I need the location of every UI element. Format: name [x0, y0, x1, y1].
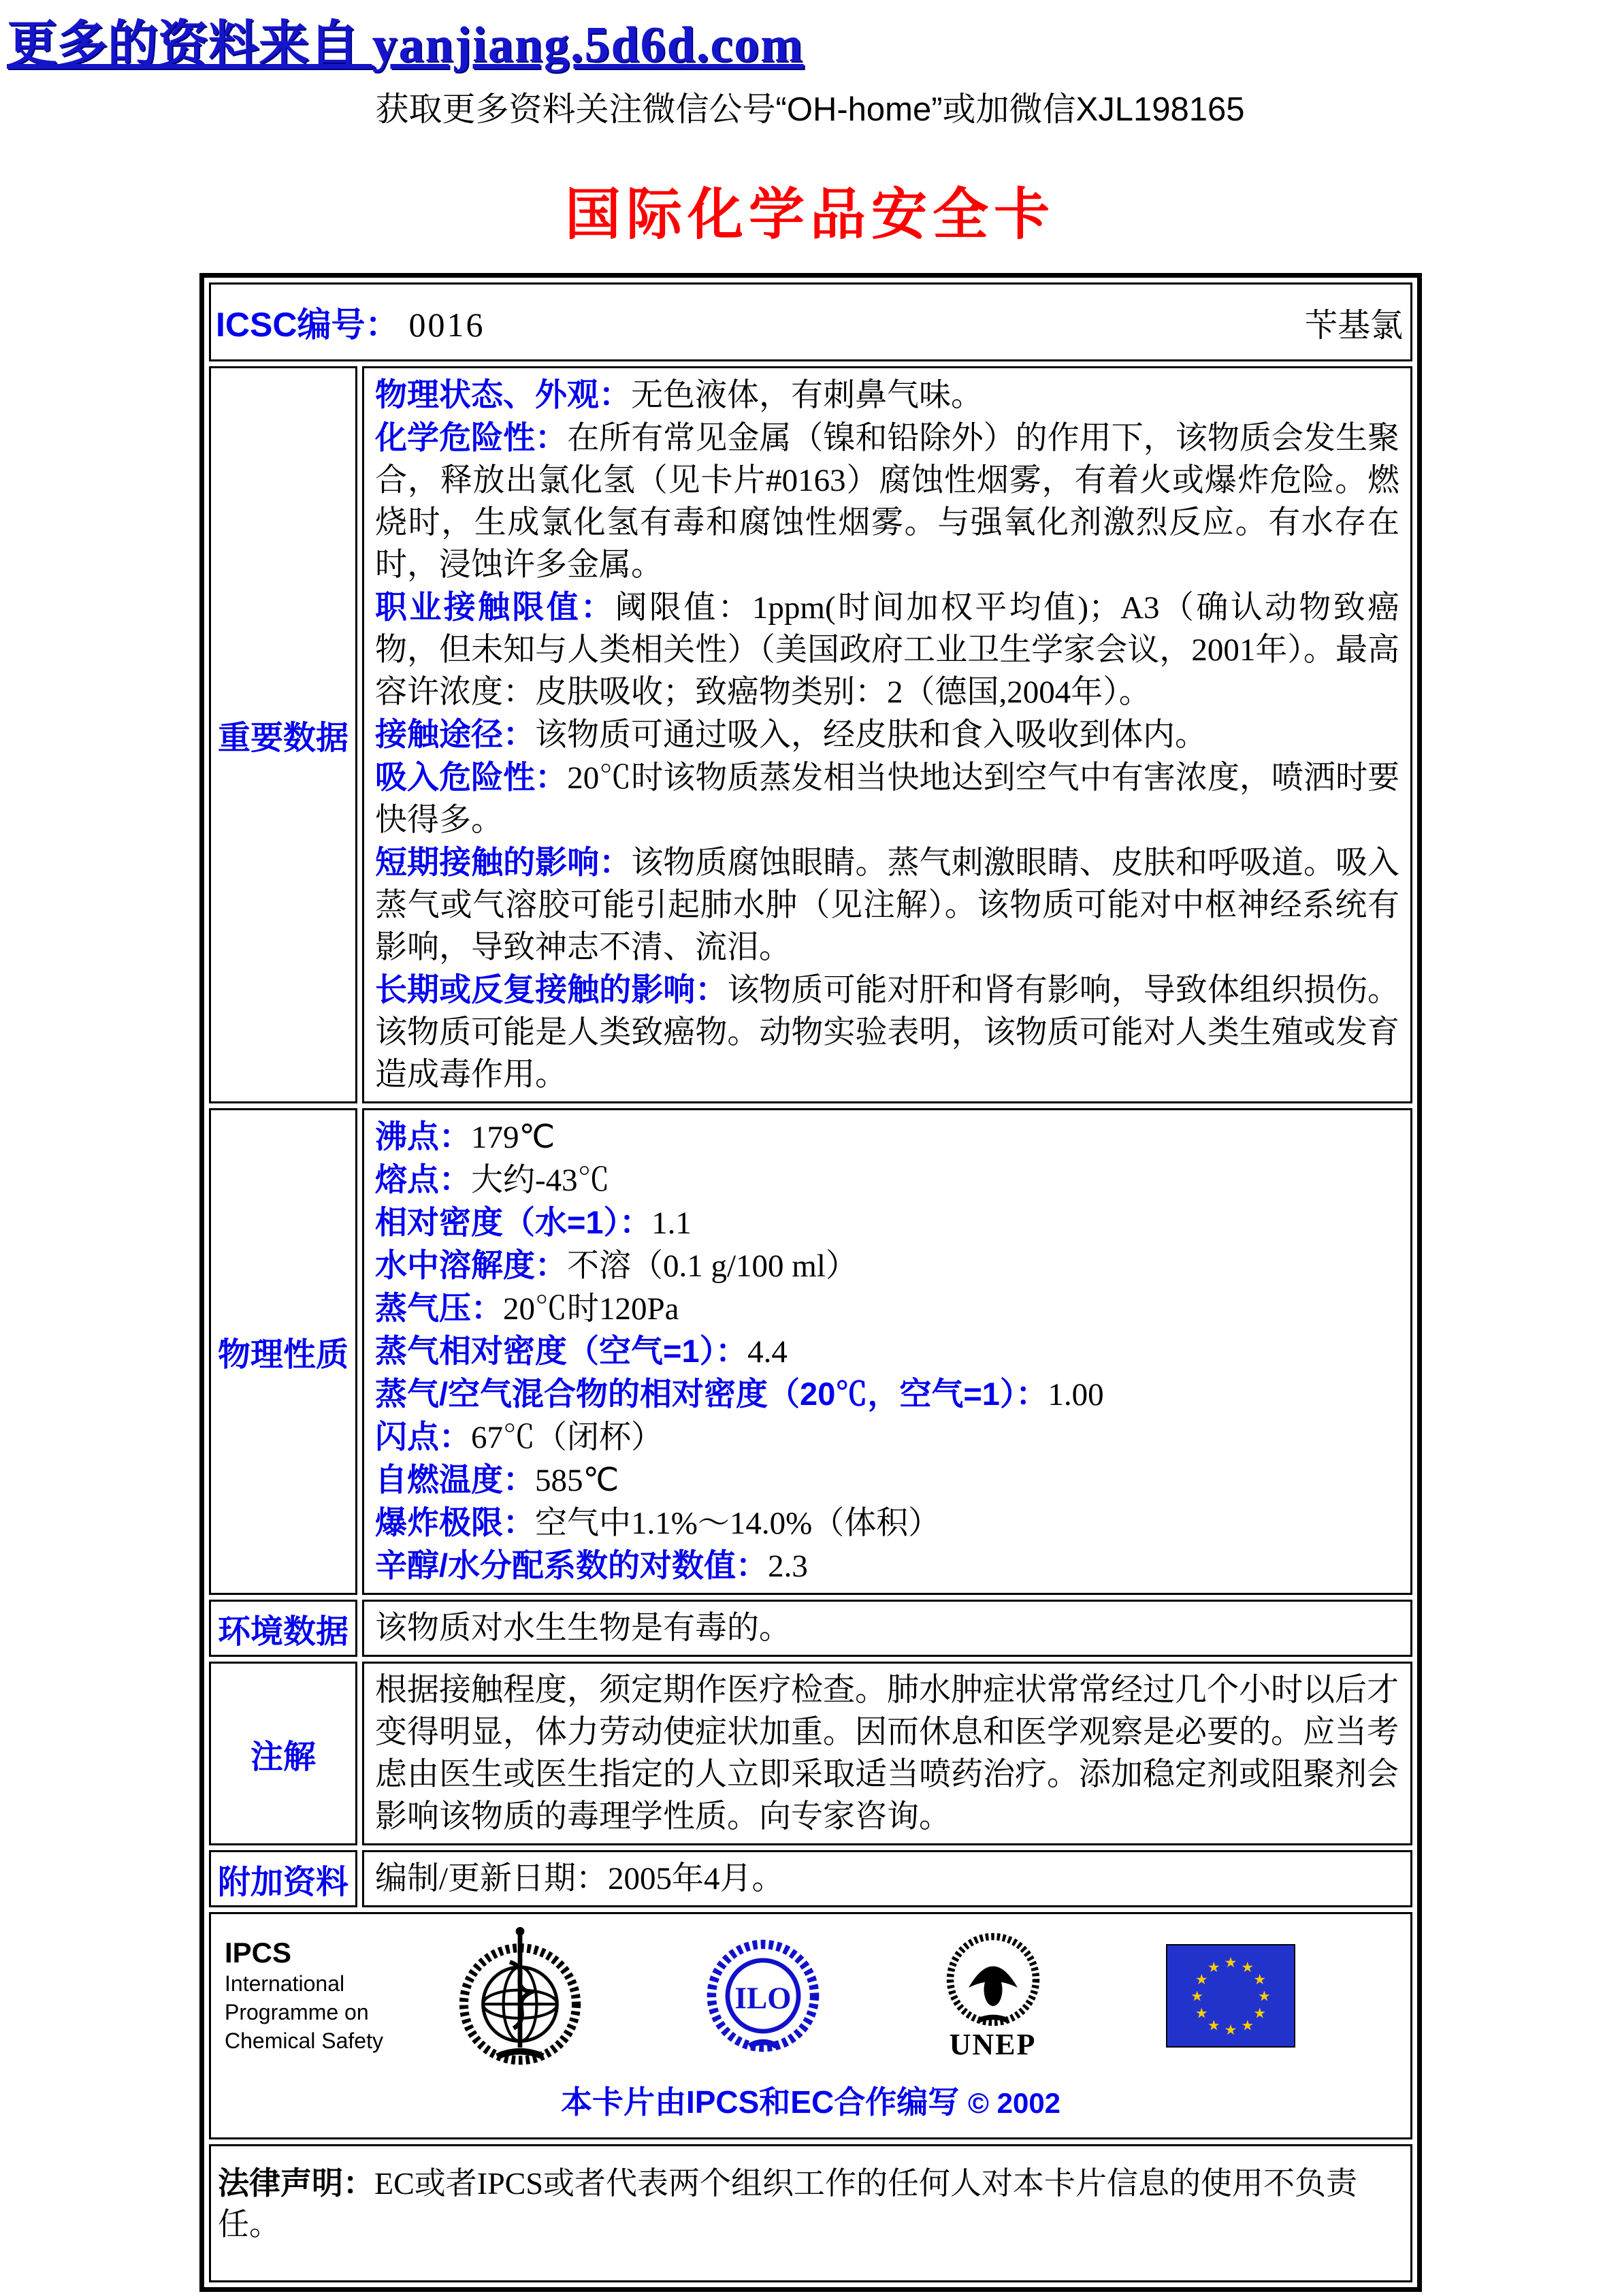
svg-text:★: ★ — [1257, 1988, 1271, 2005]
physical-item: 蒸气/空气混合物的相对密度（20℃，空气=1）：1.00 — [375, 1376, 1104, 1412]
physical-properties-row — [209, 1108, 1412, 1595]
safety-card-table — [199, 273, 1422, 2292]
physical-properties-content — [362, 1108, 1412, 1595]
unep-label: UNEP — [949, 2027, 1037, 2061]
section-label-notes: 注解 — [209, 1662, 357, 1845]
item-label: 职业接触限值： — [375, 589, 615, 625]
svg-text:★: ★ — [1207, 1958, 1220, 1975]
svg-text:★: ★ — [1252, 1971, 1266, 1988]
ipcs-name-line: International — [225, 1971, 345, 1996]
item-label: 化学危险性： — [375, 419, 568, 455]
important-item — [375, 586, 1399, 713]
organizations-row — [209, 1912, 1412, 2139]
section-label-additional-info: 附加资料 — [209, 1850, 357, 1907]
important-item — [375, 713, 1399, 756]
icsc-number-value: 0016 — [408, 306, 485, 344]
unep-icon — [942, 1930, 1044, 2062]
section-label-important-data: 重要数据 — [209, 366, 357, 1103]
credit-year: © 2002 — [967, 2087, 1061, 2119]
svg-text:★: ★ — [1190, 1988, 1203, 2005]
item-label: 接触途径： — [375, 716, 535, 752]
important-data-content — [362, 366, 1412, 1103]
physical-item: 自燃温度：585℃ — [375, 1461, 619, 1498]
ipcs-acronym: IPCS — [225, 1937, 292, 1969]
physical-item: 水中溶解度：不溶（0.1 g/100 ml） — [375, 1247, 858, 1284]
item-text: 该物质可能对肝和肾有影响，导致体组织损伤。该物质可能是人类致癌物。动物实验表明，该物质可能对人类生殖或发育造成毒作用。 — [375, 973, 1400, 1093]
item-text: 20℃时该物质蒸发相当快地达到空气中有害浓度，喷洒时要快得多。 — [375, 760, 1400, 838]
item-text: 在所有常见金属（镍和铅除外）的作用下，该物质会发生聚合，释放出氯化氢（见卡片#0163）腐蚀性烟雾，有着火或爆炸危险。燃烧时，生成氯化氢有毒和腐蚀性烟雾。与强氧化剂激烈反应。有水存在时，浸蚀许多金属。 — [375, 421, 1400, 583]
physical-item: 蒸气相对密度（空气=1）：4.4 — [375, 1333, 788, 1370]
svg-text:★: ★ — [1195, 2005, 1208, 2022]
environmental-data-row — [209, 1600, 1412, 1657]
physical-item: 闪点：67℃（闭杯） — [375, 1419, 663, 1455]
important-item — [375, 841, 1399, 969]
section-label-physical-properties: 物理性质 — [209, 1108, 357, 1595]
section-label-environmental-data: 环境数据 — [209, 1600, 357, 1657]
header-source-prefix: 更多的资料来自 — [7, 17, 372, 73]
eu-flag-icon — [1166, 1944, 1295, 2048]
important-item — [375, 417, 1399, 586]
icsc-number-row — [209, 282, 1412, 361]
physical-item: 相对密度（水=1）：1.1 — [375, 1204, 692, 1241]
item-label: 物理状态、外观： — [375, 376, 631, 413]
important-data-row — [209, 366, 1412, 1103]
item-text: 该物质可通过吸入，经皮肤和食入吸收到体内。 — [535, 717, 1207, 753]
item-text: 无色液体，有刺鼻气味。 — [631, 378, 983, 413]
ipcs-name-line: Chemical Safety — [225, 2028, 383, 2053]
wechat-note: 获取更多资料关注微信公号“OH-home”或加微信XJL198165 — [375, 91, 1245, 128]
credit-line: 本卡片由IPCS和EC合作编写 © 2002 — [560, 2084, 1061, 2120]
important-item — [375, 374, 1399, 417]
important-item — [375, 969, 1399, 1096]
notes-row — [209, 1662, 1412, 1845]
svg-text:★: ★ — [1240, 2017, 1254, 2034]
important-item — [375, 756, 1399, 841]
svg-text:★: ★ — [1207, 2017, 1220, 2034]
notes-content: 根据接触程度，须定期作医疗检查。肺水肿症状常常经过几个小时以后才变得明显，体力劳动使症状加重。因而休息和医学观察是必要的。应当考虑由医生或医生指定的人立即采取适当喷药治疗。添加稳定剂或阻聚剂会影响该物质的毒理学性质。向专家咨询。 — [362, 1662, 1412, 1845]
legal-notice-text: EC或者IPCS或者代表两个组织工作的任何人对本卡片信息的使用不负责任。 — [218, 2166, 1357, 2242]
svg-text:★: ★ — [1195, 1971, 1208, 1988]
environmental-data-content: 该物质对水生生物是有毒的。 — [362, 1600, 1412, 1657]
svg-text:ILO: ILO — [734, 1981, 792, 2016]
additional-info-row — [209, 1850, 1412, 1907]
ipcs-block — [225, 1937, 395, 2055]
legal-notice-row — [209, 2144, 1412, 2282]
additional-info-content: 编制/更新日期：2005年4月。 — [362, 1850, 1412, 1907]
svg-text:★: ★ — [1224, 1954, 1237, 1971]
svg-text:★: ★ — [1224, 2022, 1237, 2038]
page-title: 国际化学品安全卡 — [564, 184, 1055, 246]
ipcs-name-line: Programme on — [225, 2000, 369, 2024]
header-source-url[interactable]: yanjiang.5d6d.com — [372, 17, 804, 73]
svg-text:★: ★ — [1252, 2005, 1266, 2022]
item-text: 该物质腐蚀眼睛。蒸气刺激眼睛、皮肤和呼吸道。吸入蒸气或气溶胶可能引起肺水肿（见注解）。该物质可能对中枢神经系统有影响，导致神志不清、流泪。 — [375, 845, 1400, 965]
item-text: 阈限值：1ppm(时间加权平均值)；A3（确认动物致癌物，但未知与人类相关性）（美国政府工业卫生学家会议，2001年）。最高容许浓度：皮肤吸收；致癌物类别：2（德国,2004年）。 — [375, 590, 1399, 710]
physical-item: 爆炸极限：空气中1.1%～14.0%（体积） — [375, 1504, 941, 1541]
legal-notice-label: 法律声明： — [218, 2165, 374, 2201]
icsc-number-label: ICSC编号： — [216, 306, 400, 344]
physical-item: 沸点：179℃ — [375, 1118, 555, 1155]
chemical-name: 苄基氯 — [1304, 307, 1403, 344]
svg-text:★: ★ — [1240, 1958, 1254, 1975]
ilo-icon — [706, 1933, 820, 2059]
physical-item: 蒸气压：20℃时120Pa — [375, 1290, 679, 1327]
header-source-link[interactable] — [7, 4, 1620, 76]
physical-item: 熔点：大约-43℃ — [375, 1161, 610, 1198]
item-label: 短期接触的影响： — [375, 844, 632, 880]
item-label: 吸入危险性： — [375, 759, 568, 795]
who-icon — [456, 1924, 584, 2068]
physical-item: 辛醇/水分配系数的对数值：2.3 — [375, 1547, 808, 1584]
item-label: 长期或反复接触的影响： — [375, 971, 728, 1007]
